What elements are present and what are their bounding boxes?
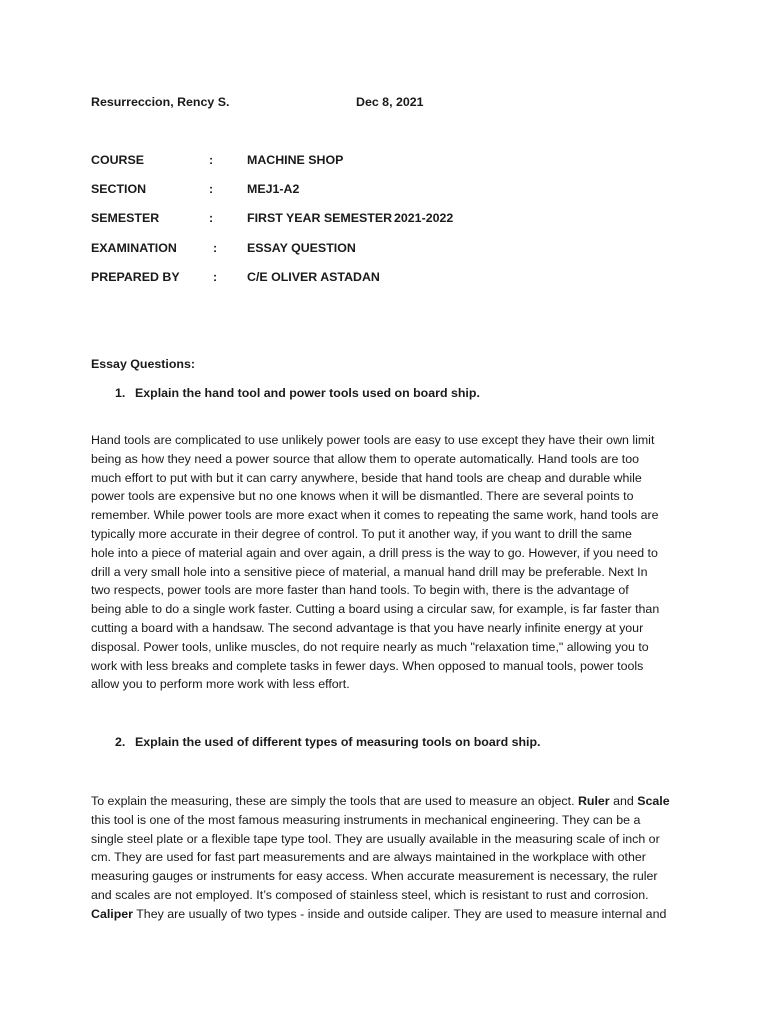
info-colon: : — [213, 241, 218, 255]
question-number: 1. — [115, 386, 126, 400]
answer-line: being able to do a single work faster. Cutting a board using a circular saw, for example, is far faster than — [91, 602, 660, 617]
answer-line: being as how they need a power source that allow them to operate automatically. Hand tools are too — [91, 451, 640, 466]
question-title: Explain the hand tool and power tools used on board ship. — [135, 386, 480, 400]
answer-1-paragraph — [91, 431, 691, 694]
answer-text: and — [609, 794, 638, 808]
answer-line: disposal. Power tools, unlike muscles, do not require nearly as much "relaxation time," allowing you to — [91, 639, 649, 654]
answer-line: cm. They are used for fast part measurements and are always maintained in the workplace with other — [91, 850, 646, 865]
term-caliper: Caliper — [91, 906, 134, 921]
answer-line: power tools are expensive but no one knows when it will be dismantled. There are several points to — [91, 489, 634, 504]
info-label: COURSE — [91, 153, 145, 167]
term-ruler: Ruler — [577, 794, 610, 808]
answer-line: typically more accurate in their degree of control. To put it another way, if you want to drill the same — [91, 526, 632, 541]
answer-line: remember. While power tools are more exact when it comes to repeating the same work, hand tools are — [91, 508, 659, 523]
answer-line: hole into a piece of material again and over again, a drill press is the way to go. However, if you need to — [91, 545, 658, 560]
info-colon: : — [209, 211, 214, 225]
answer-line: Hand tools are complicated to use unlikely power tools are easy to use except they have their own limit — [91, 433, 655, 447]
info-colon: : — [209, 182, 214, 196]
answer-line: this tool is one of the most famous measuring instruments in mechanical engineering. They can be a — [91, 812, 641, 827]
answer-line: measuring gauges or instruments for easy access. When accurate measurement is necessary, the ruler — [91, 869, 658, 884]
info-label: EXAMINATION — [91, 241, 177, 255]
answer-line — [91, 792, 691, 811]
info-colon: : — [213, 270, 218, 284]
info-value: MACHINE SHOP — [247, 153, 344, 167]
answer-line: work with less breaks and complete tasks in fewer days. When opposed to manual tools, power tools — [91, 658, 644, 673]
answer-line: and scales are not employed. It’s composed of stainless steel, which is resistant to rust and corrosion. — [91, 887, 649, 902]
answer-line: much effort to put with but it can carry anywhere, beside that hand tools are cheap and durable while — [91, 470, 642, 485]
document-date: Dec 8, 2021 — [356, 95, 424, 109]
info-value: MEJ1-A2 — [247, 182, 300, 196]
answer-line: drill a very small hole into a sensitive piece of material, a manual hand drill may be preferable. Next In — [91, 564, 648, 579]
answer-text: To explain the measuring, these are simply the tools that are used to measure an object. — [91, 794, 578, 808]
question-title: Explain the used of different types of measuring tools on board ship. — [135, 735, 541, 749]
answer-line: single steel plate or a flexible tape type tool. They are usually available in the measuring scale of inch or — [91, 831, 660, 846]
term-scale: Scale — [637, 794, 670, 808]
answer-line: two respects, power tools are more faster than hand tools. To begin with, there is the advantage of — [91, 583, 629, 598]
info-value: FIRST YEAR SEMESTER — [247, 211, 393, 225]
info-label: PREPARED BY — [91, 270, 180, 284]
answer-text: They are usually of two types - inside and outside caliper. They are used to measure internal and — [133, 906, 667, 921]
info-label: SEMESTER — [91, 211, 160, 225]
info-value: C/E OLIVER ASTADAN — [247, 270, 380, 284]
essay-heading: Essay Questions: — [91, 357, 195, 371]
info-label: SECTION — [91, 182, 147, 196]
author-name: Resurreccion, Rency S. — [91, 95, 230, 109]
answer-line: allow you to perform more work with less effort. — [91, 677, 350, 692]
info-value: ESSAY QUESTION — [247, 241, 356, 255]
info-colon: : — [209, 153, 214, 167]
answer-line: cutting a board with a handsaw. The second advantage is that you have nearly infinite energy at your — [91, 620, 644, 635]
question-number: 2. — [115, 735, 126, 749]
answer-line — [91, 905, 691, 924]
info-value-extra: 2021-2022 — [394, 211, 454, 225]
answer-2-paragraph — [91, 792, 691, 924]
